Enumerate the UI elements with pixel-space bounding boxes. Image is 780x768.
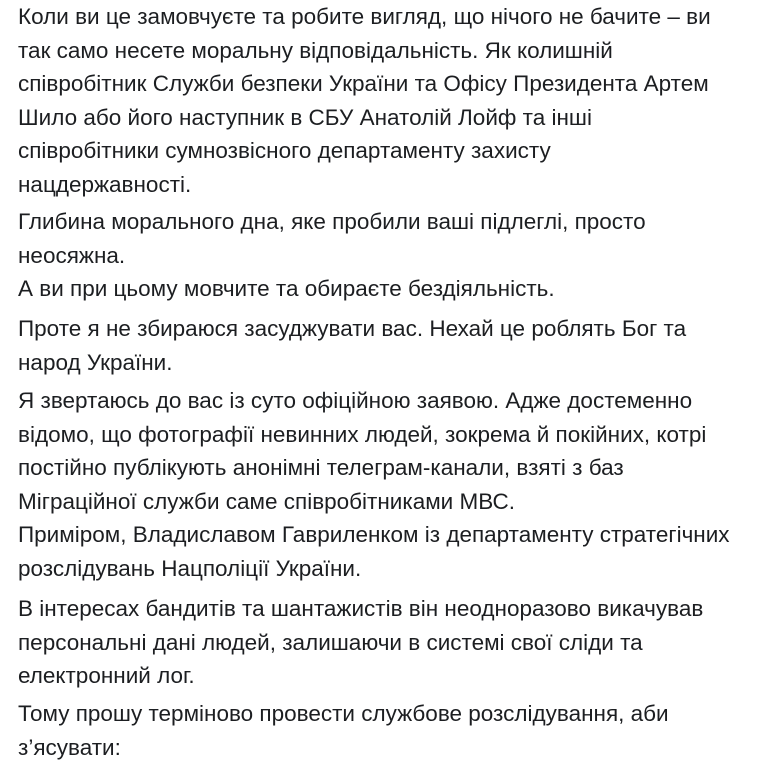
text-line: розслідувань Нацполіції України. [18,555,362,581]
paragraph-5 [18,592,703,693]
paragraph-6 [18,697,669,764]
paragraph-4 [18,384,730,585]
paragraph-2 [18,205,646,306]
text-line: народ України. [18,349,173,375]
text-line: співробітник Служби безпеки України та Офісу Президента Артем [18,71,709,96]
text-line: Приміром, Владиславом Гавриленком із департаменту стратегічних [18,522,730,547]
text-line: Шило або його наступник в СБУ Анатолій Лойф та інші [18,104,592,130]
paragraph-3 [18,312,686,379]
text-line: з’ясувати: [18,734,121,760]
text-line: неосяжна. [18,242,126,268]
text-line: Коли ви це замовчуєте та робите вигляд, що нічого не бачите – ви [18,4,711,29]
text-line: постійно публікують анонімні телеграм-канали, взяті з баз [18,455,624,480]
text-line: співробітники сумнозвісного департаменту захисту [18,138,551,163]
text-line: відомо, що фотографії невинних людей, зокрема й покійних, котрі [18,421,707,447]
text-line: Тому прошу терміново провести службове розслідування, аби [18,701,669,726]
text-line: нацдержавності. [18,171,192,197]
text-line: так само несете моральну відповідальність. Як колишній [18,37,613,63]
text-line: А ви при цьому мовчите та обираєте бездіяльність. [18,276,555,301]
text-line: електронний лог. [18,663,195,688]
text-line: Я звертаюсь до вас із суто офіційною заявою. Адже достеменно [18,388,693,413]
paragraph-1 [18,0,711,201]
text-line: В інтересах бандитів та шантажистів він неодноразово викачував [18,596,704,621]
text-line: Міграційної служби саме співробітниками МВС. [18,488,515,514]
text-line: Проте я не збираюся засуджувати вас. Нехай це роблять Бог та [18,316,687,341]
text-line: Глибина морального дна, яке пробили ваші підлеглі, просто [18,209,646,234]
text-line: персональні дані людей, залишаючи в системі свої сліди та [18,629,643,655]
